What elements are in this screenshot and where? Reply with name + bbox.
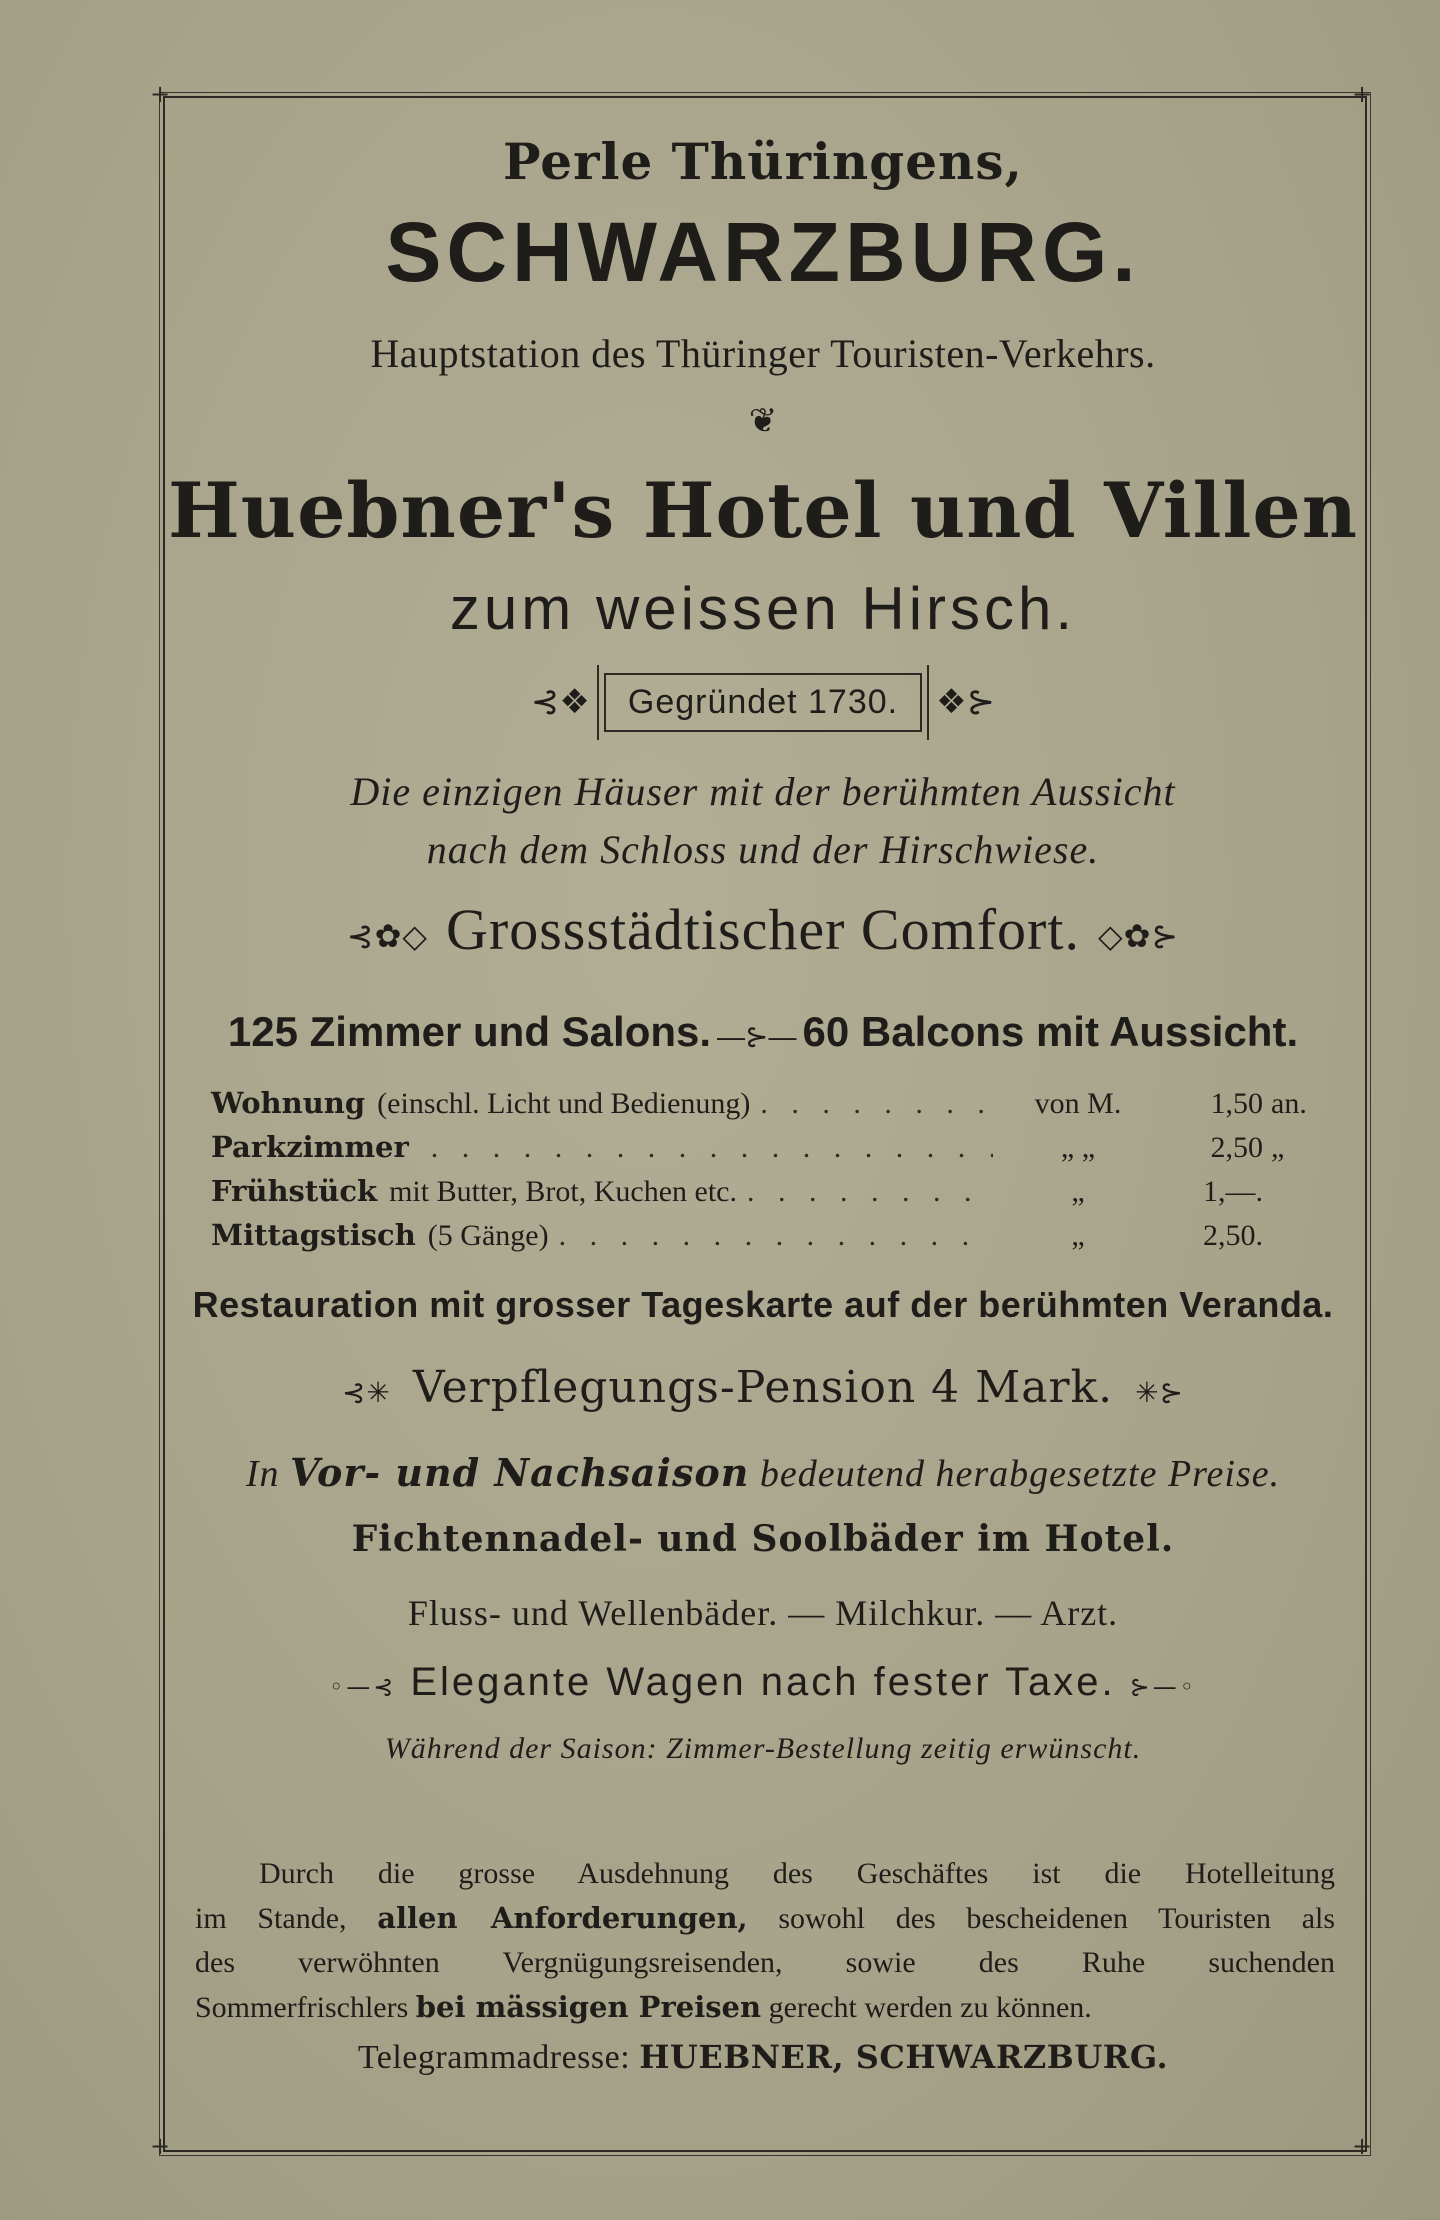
price-item-name: Mittagstisch	[211, 1218, 416, 1252]
paragraph-text: im Stande,	[195, 1902, 347, 1935]
price-list	[211, 1086, 1321, 1262]
price-item-desc: mit Butter, Brot, Kuchen etc.	[389, 1175, 737, 1208]
flourish-right-icon: ◇✿⊱	[1097, 916, 1180, 955]
price-value: 1,—.	[1203, 1175, 1263, 1208]
price-unit: „ „	[1060, 1131, 1096, 1164]
founded-row	[163, 666, 1363, 738]
founded-badge: Gegründet 1730.	[604, 673, 922, 732]
town-title: SCHWARZBURG.	[385, 205, 1141, 299]
pension-text: Verpflegungs-Pension 4 Mark.	[412, 1362, 1114, 1413]
tagline-line-2: nach dem Schloss und der Hirschwiese.	[426, 827, 1100, 872]
price-item-desc: (5 Gänge)	[427, 1219, 549, 1252]
telegram-line	[163, 2038, 1363, 2077]
price-suffix: an.	[1271, 1087, 1307, 1120]
paragraph-text: Sommerfrischlers	[195, 1991, 409, 2024]
paragraph-line: des verwöhnten Vergnügungsreisenden, sowie des Ruhe suchenden	[195, 1946, 1335, 1979]
price-item-desc: (einschl. Licht und Bedienung)	[377, 1087, 751, 1120]
flourish-right-icon: ❖⊱	[936, 682, 996, 722]
balcony-count: 60 Balcons mit Aussicht.	[802, 1008, 1299, 1055]
booking-note: Während der Saison: Zimmer-Bestellung zeitig erwünscht.	[384, 1732, 1142, 1765]
corner-mark: +	[150, 2132, 171, 2160]
flourish-left-icon: ⊰❖	[530, 682, 590, 722]
price-suffix: „	[1271, 1131, 1285, 1164]
price-value: 2,50	[1210, 1131, 1263, 1164]
wagen-line	[163, 1660, 1363, 1705]
price-row	[211, 1086, 1321, 1130]
description-paragraph	[195, 1852, 1335, 2030]
paragraph-bold: allen Anforderungen,	[377, 1901, 748, 1935]
separator-icon: —⊱—	[717, 1021, 797, 1052]
dot-leader	[559, 1219, 993, 1253]
tagline-line-1: Die einzigen Häuser mit der berühmten Aussicht	[350, 769, 1176, 814]
extras-line: Fluss- und Wellenbäder. — Milchkur. — Arzt.	[407, 1593, 1119, 1633]
price-unit: von M.	[1034, 1087, 1122, 1120]
price-unit: „	[1071, 1175, 1085, 1208]
ornament-icon: ❦	[748, 401, 778, 441]
flourish-right-icon: ✳⊱	[1135, 1376, 1185, 1409]
rooms-line	[163, 1008, 1363, 1056]
pension-line	[163, 1362, 1363, 1413]
perle-heading: Perle Thüringens,	[503, 132, 1023, 191]
flourish-left-icon: ◦—⊰	[329, 1673, 397, 1701]
price-value: 1,50	[1210, 1087, 1263, 1120]
price-item-name: Wohnung	[211, 1086, 366, 1120]
hotel-name: Huebner's Hotel und Villen	[168, 466, 1358, 555]
flourish-left-icon: ⊰✿◇	[346, 916, 429, 955]
hotel-name-sub: zum weissen Hirsch.	[449, 575, 1077, 642]
paragraph-line	[195, 1985, 1335, 2030]
price-unit: „	[1071, 1219, 1085, 1252]
price-row	[211, 1174, 1321, 1218]
price-row	[211, 1130, 1321, 1174]
dot-leader	[431, 1131, 993, 1165]
rooms-count: 125 Zimmer und Salons.	[227, 1008, 712, 1055]
price-value: 2,50.	[1203, 1219, 1263, 1252]
paragraph-line	[195, 1896, 1335, 1941]
telegram-label: Telegrammadresse:	[357, 2039, 631, 2076]
restaurant-line: Restauration mit grosser Tageskarte auf der berühmten Veranda.	[192, 1284, 1334, 1325]
flourish-right-icon: ⊱—◦	[1129, 1673, 1197, 1701]
price-item-name: Parkzimmer	[211, 1130, 409, 1164]
telegram-address: HUEBNER, SCHWARZBURG.	[639, 2038, 1169, 2076]
baths-line: Fichtennadel- und Soolbäder im Hotel.	[351, 1518, 1175, 1560]
season-prices-line	[163, 1450, 1363, 1496]
corner-mark: +	[1352, 2132, 1373, 2160]
season-pre: In	[245, 1453, 280, 1495]
corner-mark: +	[150, 80, 171, 108]
paragraph-bold: bei mässigen Preisen	[415, 1990, 762, 2024]
paragraph-text: gerecht werden zu können.	[768, 1991, 1092, 2024]
comfort-text: Grossstädtischer Comfort.	[446, 897, 1080, 962]
wagen-text: Elegante Wagen nach fester Taxe.	[410, 1660, 1116, 1704]
comfort-heading	[163, 896, 1363, 963]
price-row	[211, 1218, 1321, 1262]
price-item-name: Frühstück	[211, 1174, 378, 1208]
season-bold: Vor- und Nachsaison	[290, 1450, 750, 1495]
corner-mark: +	[1352, 80, 1373, 108]
flourish-left-icon: ⊰✳	[341, 1376, 391, 1409]
station-subtitle: Hauptstation des Thüringer Touristen-Verkehrs.	[370, 331, 1156, 376]
dot-leader	[760, 1087, 993, 1121]
dot-leader	[747, 1175, 993, 1209]
paragraph-text: sowohl des bescheidenen Touristen als	[778, 1902, 1336, 1935]
paragraph-line: Durch die grosse Ausdehnung des Geschäftes ist die Hotelleitung	[259, 1857, 1335, 1890]
season-post: bedeutend herabgesetzte Preise.	[759, 1453, 1281, 1495]
